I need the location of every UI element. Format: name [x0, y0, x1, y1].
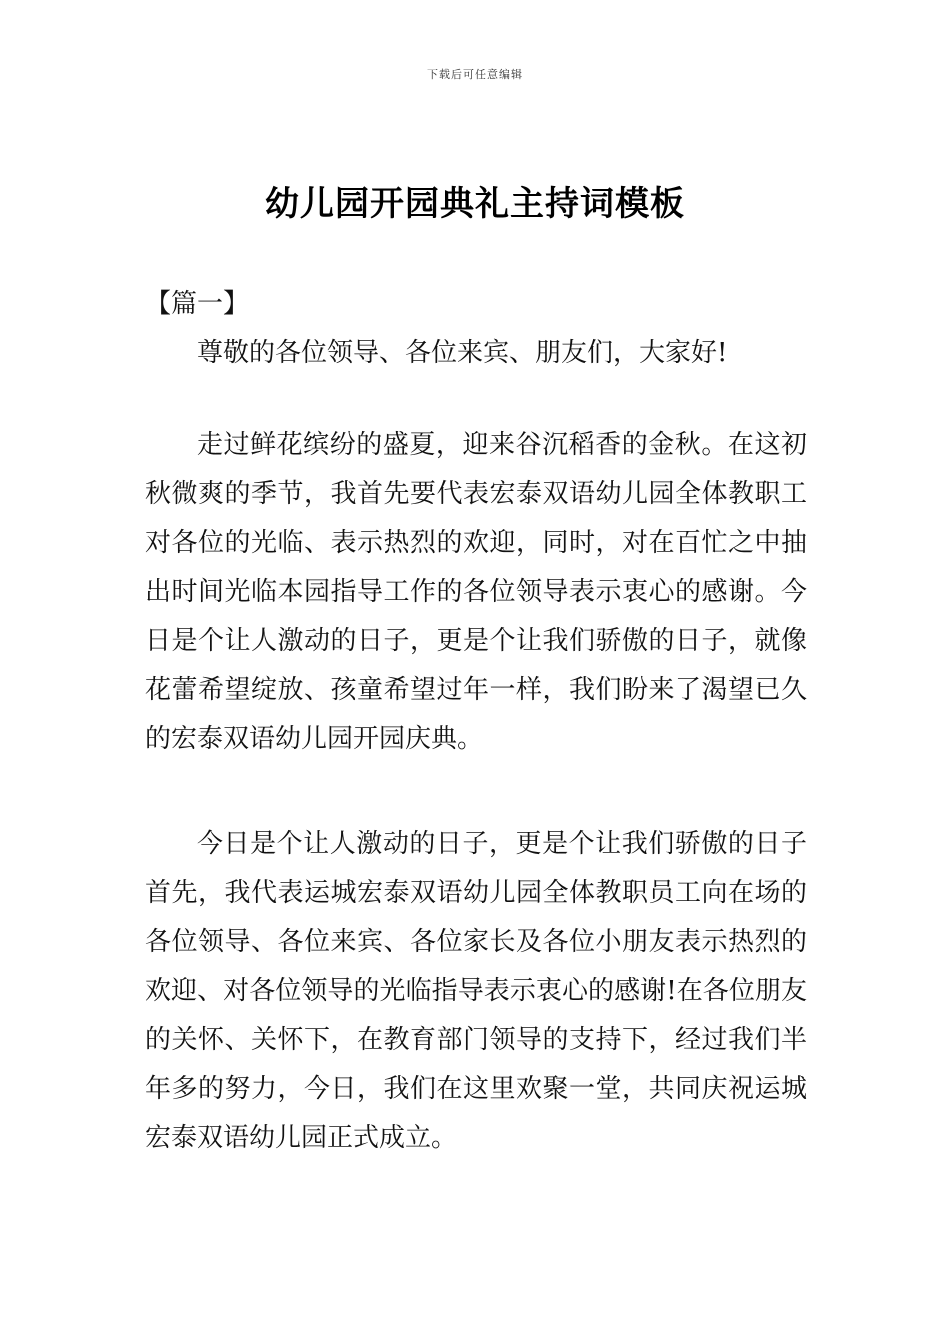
- greeting-paragraph: 尊敬的各位领导、各位来宾、朋友们，大家好!: [197, 338, 728, 368]
- header-note: 下载后可任意编辑: [427, 68, 523, 81]
- body-paragraph-2: 今日是个让人激动的日子，更是个让我们骄傲的日子首先，我代表运城宏泰双语幼儿园全体教职员工向在场的各位领导、各位来宾、各位家长及各位小朋友表示热烈的欢迎、对各位领导的光临指导表示衷心的感谢!在各位朋友的关怀、关怀下，在教育部门领导的支持下，经过我们半年多的努力，今日，我们在这里欢聚一堂，共同庆祝运城宏泰双语幼儿园正式成立。: [145, 829, 807, 1153]
- document-title: 幼儿园开园典礼主持词模板: [265, 184, 685, 224]
- section-label: 【篇一】: [145, 289, 250, 319]
- body-paragraph-1: 走过鲜花缤纷的盛夏，迎来谷沉稻香的金秋。在这初秋微爽的季节，我首先要代表宏泰双语幼儿园全体教职工对各位的光临、表示热烈的欢迎，同时，对在百忙之中抽出时间光临本园指导工作的各位领导表示衷心的感谢。今日是个让人激动的日子，更是个让我们骄傲的日子，就像花蕾希望绽放、孩童希望过年一样，我们盼来了渴望已久的宏泰双语幼儿园开园庆典。: [145, 430, 807, 754]
